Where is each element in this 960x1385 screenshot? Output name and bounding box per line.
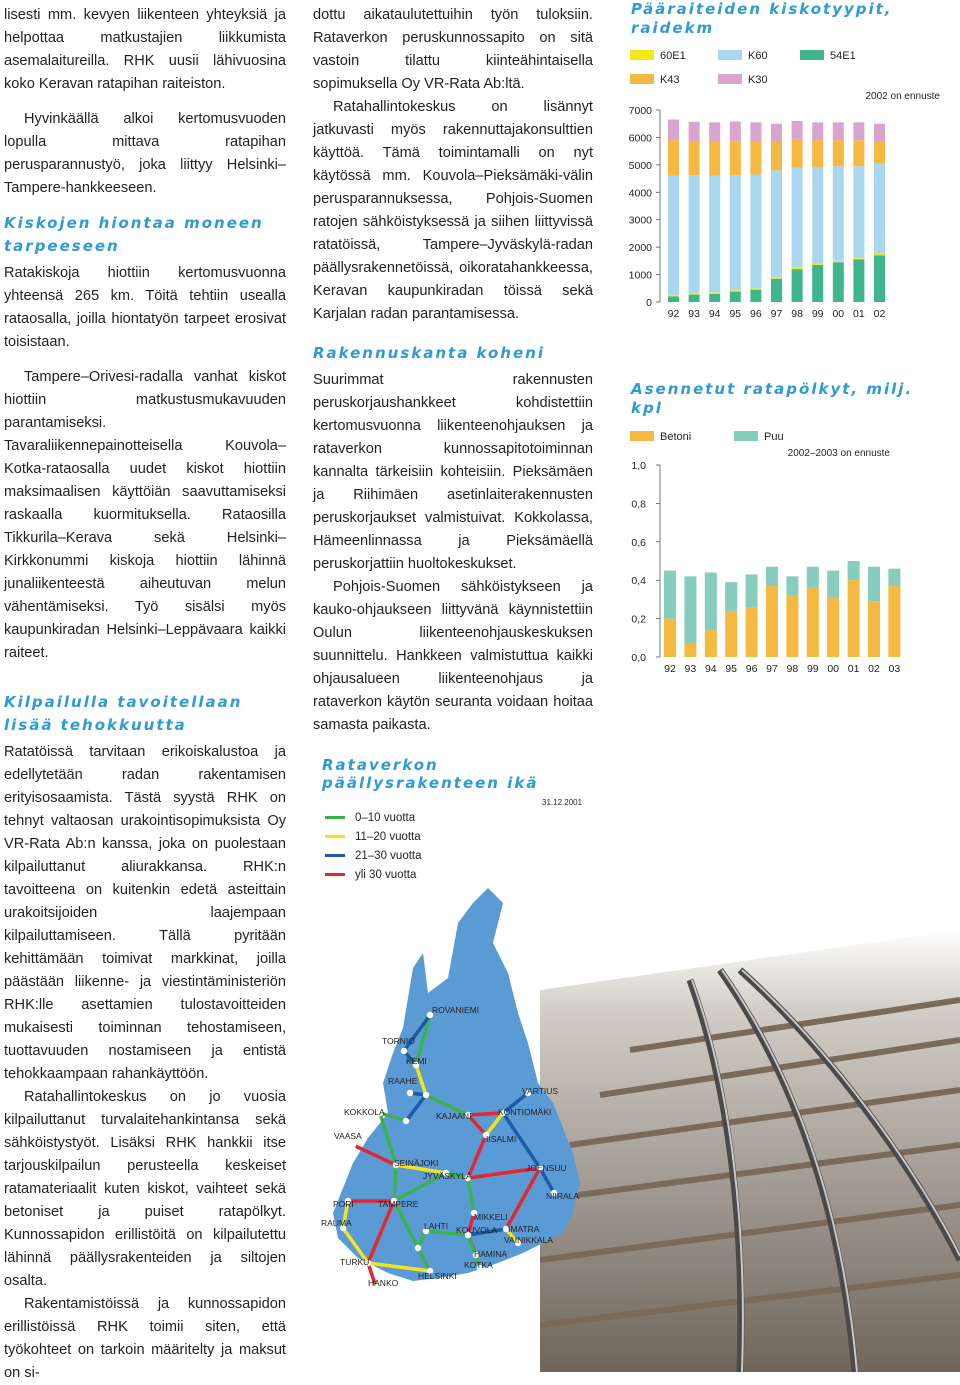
rail-types-chart — [620, 40, 950, 325]
legend-swatch — [630, 50, 654, 60]
bar-segment-k30 — [771, 124, 782, 142]
legend-label: 21–30 vuotta — [355, 849, 422, 862]
bar-segment-k30 — [750, 122, 761, 141]
x-tick-label: 96 — [745, 663, 758, 675]
chart-note: 2002–2003 on ennuste — [787, 448, 890, 459]
x-tick-label: 98 — [791, 308, 803, 320]
bar-segment-60e1 — [750, 288, 761, 289]
paragraph: Ratatöissä tarvitaan erikoiskalustoa ja edellytetään radan rakentamisen erityisosaamista. Tästä syystä RHK on tehnyt valtaosan urakointisopimuksista Oy VR-Rata Ab:n kanssa, joka on puolestaan kilpailuttanut aliurakkansa. RHK:n tavoitteena on kuitenkin edetä asteittain urakoitsijoiden laajempaan kilpailuttamiseen. Tällä pyritään kehittämään toimivat markkinat, joilla päästään liikenne- ja viestintäministeriön RHK:lle asettamien tulostavoitteiden mukaisesti toiminnan tehostamiseen, tuottavuuden nostamiseen ja entistä tehokkaampaan rahankäyttöön. — [4, 744, 286, 1082]
bar-segment-54e1 — [833, 262, 844, 302]
chart-note: 2002 on ennuste — [865, 91, 940, 102]
x-tick-label: 03 — [888, 663, 901, 675]
x-tick-label: 93 — [688, 308, 700, 320]
y-tick-label: 3000 — [628, 214, 652, 227]
chart-title: Pääraiteiden kiskotyypit, raidekm — [631, 0, 893, 37]
bar-segment-k30 — [833, 122, 844, 140]
bar-segment-k43 — [730, 141, 741, 175]
bar-segment-k60 — [689, 175, 700, 293]
bar-segment-betoni — [807, 588, 819, 657]
x-tick-label: 95 — [725, 663, 738, 675]
paragraph: Tampere–Orivesi-radalla vanhat kiskot hiottiin matkustusmukavuuden parantamiseksi. Tavaraliikennepainotteisella Kouvola–Kotka-rataosalla uudet kiskot hiottiin maksimaalisen käyttöiän saavuttamiseksi raskaalla kuormituksella. Rataosilla Tikkurila–Kerava sekä Helsinki–Kirkkonummi kiskoja hiottiin lähinnä junaliikenteestä aiheutuvan melun vähentämiseksi. Työ sisälsi myös kaupunkiradan Helsinki–Leppävaara kaikki raiteet. — [4, 369, 286, 661]
legend-label: Betoni — [660, 431, 692, 443]
bar-segment-54e1 — [668, 297, 679, 302]
bar-segment-k60 — [771, 170, 782, 277]
city-label: HELSINKI — [418, 1271, 457, 1281]
paragraph: Rakentamistöissä ja kunnossapidon erillistöissä RHK toimii siten, että työkohteet on tarkoin määritelty ja maksut on si- — [4, 1296, 286, 1381]
city-label: ROVANIEMI — [432, 1005, 480, 1015]
bar-segment-betoni — [705, 630, 717, 657]
x-tick-label: 92 — [664, 663, 676, 675]
paragraph: Suurimmat rakennusten peruskorjaushankkeet kohdistettiin kertomusvuonna liikenteenohjauksen ja rataverkon kunnossapitotoiminnan kannalta tärkeisiin kohteisiin. Pieksämäen ja Riihimäen asetinlaiterakennusten peruskorjaukset valmistuivat. Kokkolassa, Hämeenlinnassa ja Pieksämäellä peruskorjattiin huoltokeskukset. — [313, 372, 593, 572]
bar-segment-k60 — [833, 166, 844, 261]
bar-segment-puu — [807, 567, 819, 588]
bar-segment-k30 — [689, 122, 700, 141]
legend-label: Puu — [764, 431, 784, 443]
bar-segment-betoni — [766, 586, 778, 657]
bar-segment-k43 — [792, 139, 803, 168]
legend-label: K60 — [748, 50, 768, 62]
x-tick-label: 98 — [786, 663, 799, 675]
legend-line-swatch — [325, 873, 345, 876]
map-date: 31.12.2001 — [542, 798, 583, 807]
legend-row — [325, 808, 422, 827]
city-label: KOUVOLA — [456, 1225, 498, 1235]
bar-segment-betoni — [888, 586, 900, 657]
city-label: JOENSUU — [526, 1163, 567, 1173]
bar-segment-54e1 — [689, 295, 700, 302]
city-label: LAHTI — [424, 1221, 449, 1231]
paragraph: Ratakiskoja hiottiin kertomusvuonna yhteensä 265 km. Töitä tehtiin usealla rataosalla, joilla hiontatyön tarpeet erosivat toisistaan. — [4, 265, 286, 350]
bar-segment-60e1 — [730, 290, 741, 291]
city-label: IISALMI — [486, 1134, 517, 1144]
legend-row — [325, 865, 422, 884]
bar-segment-k30 — [730, 122, 741, 141]
bar-segment-54e1 — [853, 259, 864, 302]
bar-segment-puu — [786, 576, 798, 595]
text-column-middle — [313, 4, 593, 737]
bar-segment-puu — [725, 582, 737, 611]
bar-segment-54e1 — [771, 279, 782, 302]
bar-segment-60e1 — [709, 292, 720, 293]
bar-segment-k60 — [812, 168, 823, 264]
y-tick-label: 0,0 — [631, 652, 646, 664]
paragraph: dottu aikataulutettuihin työn tuloksiin. Rataverkon peruskunnossapito on sitä vastoin tilattu kiinteähintaisella sopimuksella Oy VR-Rata Ab:ltä. — [313, 7, 593, 92]
bar-segment-betoni — [746, 607, 758, 657]
y-tick-label: 4000 — [628, 187, 652, 200]
bar-segment-k60 — [750, 174, 761, 288]
bar-segment-60e1 — [833, 261, 844, 262]
station-node — [350, 1142, 356, 1148]
city-label: VARTIUS — [522, 1086, 559, 1096]
bar-segment-k43 — [833, 140, 844, 166]
finland-landmass — [333, 888, 580, 1281]
legend-label: 60E1 — [660, 50, 686, 62]
bar-segment-k30 — [668, 120, 679, 141]
x-tick-label: 96 — [750, 308, 762, 320]
city-label: JYVÄSKYLÄ — [423, 1171, 472, 1181]
bar-segment-k60 — [730, 175, 741, 290]
y-tick-label: 0,6 — [631, 536, 646, 549]
city-label: TORNIO — [382, 1036, 415, 1046]
y-tick-label: 1000 — [628, 269, 652, 282]
legend-label: K43 — [660, 74, 680, 86]
bar-segment-60e1 — [812, 264, 823, 265]
legend-line-swatch — [325, 854, 345, 857]
legend-row — [325, 846, 422, 865]
x-tick-label: 94 — [708, 308, 721, 320]
paragraph: Ratahallintokeskus on lisännyt jatkuvasti myös rakennuttajakonsulttien käyttöä. Tämä toimintamalli on nyt käytössä mm. Kouvola–Pieksämäki-välin perusparannuksessa, Pohjois-Suomen ratojen sähköistyksessä ja siihen liittyvissä ratatöissä, Tampere–Jyväskylä-radan päällysrakennetöissä, oikoratahankkeessa, Keravan kaupunkiradan töissä sekä Karjalan radan parantamisessa. — [313, 99, 593, 322]
legend-label: K30 — [748, 74, 768, 86]
legend-label: yli 30 vuotta — [355, 868, 417, 881]
bar-segment-k30 — [709, 122, 720, 141]
y-tick-label: 0,8 — [631, 498, 646, 511]
bar-segment-puu — [684, 576, 696, 643]
legend-line-swatch — [325, 835, 345, 838]
bar-segment-60e1 — [792, 268, 803, 269]
bar-segment-puu — [664, 571, 676, 619]
bar-segment-betoni — [664, 619, 676, 657]
city-label: KOTKA — [464, 1260, 493, 1270]
station-node — [403, 1118, 409, 1124]
x-tick-label: 01 — [847, 663, 860, 675]
text-column-left — [4, 4, 286, 1385]
bar-segment-puu — [888, 569, 900, 586]
city-label: RAAHE — [388, 1076, 418, 1086]
finland-rail-map — [318, 883, 618, 1293]
paragraph: Ratahallintokeskus on jo vuosia kilpailuttanut turvalaitehankintansa sekä sähköistystyöt. Lisäksi RHK hankkii itse tarjouskilpailun perusteella keskeiset ratamateriaalit kuten kiskot, vaihteet sekä betoniset ja puiset ratapölkyt. Kunnossapidon erillistöitä on kilpailutettu lähinnä päällysrakenteiden ja siltojen osalta. — [4, 1089, 286, 1289]
bar-segment-k43 — [709, 142, 720, 176]
city-label: TAMPERE — [378, 1199, 419, 1209]
station-node — [423, 1092, 429, 1098]
legend-swatch — [630, 74, 654, 84]
bar-segment-betoni — [868, 601, 880, 657]
bar-segment-betoni — [725, 611, 737, 657]
section-heading: Kiskojen hiontaa moneen tarpeeseen — [4, 214, 264, 255]
y-tick-label: 0,4 — [631, 575, 646, 588]
city-label: VAINIKKALA — [504, 1235, 553, 1245]
bar-segment-k30 — [853, 122, 864, 140]
bar-segment-k30 — [792, 121, 803, 139]
x-tick-label: 93 — [684, 663, 697, 675]
bar-segment-k30 — [812, 122, 823, 140]
bar-segment-54e1 — [792, 269, 803, 302]
section-heading: Rakennuskanta koheni — [313, 344, 545, 362]
map-title: Rataverkon päällysrakenteen ikä — [322, 756, 539, 792]
y-tick-label: 2000 — [628, 242, 652, 255]
paragraph: lisesti mm. kevyen liikenteen yhteyksiä ja helpottaa matkustajien liikkumista asemalaitureilla. RHK uusii lähivuosina koko Keravan ratapihan raiteiston. — [4, 7, 286, 92]
legend-label: 11–20 vuotta — [355, 830, 421, 843]
legend-swatch — [734, 431, 758, 441]
x-tick-label: 02 — [873, 308, 886, 320]
chart-title: Asennetut ratapölkyt, milj. kpl — [631, 380, 914, 417]
x-tick-label: 01 — [853, 308, 865, 320]
sleepers-chart — [620, 425, 950, 680]
x-tick-label: 99 — [806, 663, 819, 675]
bar-segment-54e1 — [750, 290, 761, 302]
section-heading: Kilpailulla tavoitellaan lisää tehokkuutta — [4, 693, 243, 734]
city-label: KONTIOMÄKI — [498, 1107, 552, 1117]
y-tick-label: 1,0 — [631, 460, 646, 472]
y-tick-label: 7000 — [628, 105, 652, 117]
x-tick-label: 92 — [667, 308, 680, 320]
bar-segment-puu — [868, 567, 880, 602]
city-label: VAASA — [334, 1131, 362, 1141]
city-label: SEINÄJOKI — [394, 1158, 439, 1168]
legend-swatch — [630, 431, 654, 441]
x-tick-label: 00 — [827, 663, 840, 675]
bar-segment-k43 — [750, 142, 761, 175]
bar-segment-puu — [746, 574, 758, 607]
bar-segment-betoni — [827, 597, 839, 657]
bar-segment-54e1 — [812, 265, 823, 302]
legend-row — [325, 827, 422, 846]
bar-segment-k43 — [874, 142, 885, 164]
station-node — [415, 1245, 421, 1251]
city-label: KOKKOLA — [344, 1107, 385, 1117]
x-tick-label: 02 — [868, 663, 880, 675]
bar-segment-k30 — [874, 124, 885, 142]
bar-segment-k43 — [812, 140, 823, 167]
paragraph: Hyvinkäällä alkoi kertomusvuoden lopulla mittava ratapihan perusparannustyö, joka liittyy Helsinki–Tampere-hankkeeseen. — [4, 111, 286, 196]
bar-segment-k60 — [853, 166, 864, 258]
bar-segment-54e1 — [709, 294, 720, 302]
x-tick-label: 00 — [832, 308, 845, 320]
station-node — [407, 1090, 413, 1096]
city-label: IMATRA — [508, 1224, 540, 1234]
city-label: NIIRALA — [546, 1191, 580, 1201]
city-label: HANKO — [368, 1278, 399, 1288]
bar-segment-puu — [827, 571, 839, 598]
paragraph: Pohjois-Suomen sähköistykseen ja kauko-ohjaukseen liittyvänä käynnistettiin Oulun liikenteenohjauskeskuksen suunnittelu. Hankkeen valmistuttua kaikki ohjausalueen liikenteenohjaus ja rataverkon käytön seuranta voidaan hoitaa samasta paikasta. — [313, 579, 593, 733]
bar-segment-puu — [848, 561, 860, 580]
x-tick-label: 97 — [766, 663, 778, 675]
bar-segment-k43 — [689, 141, 700, 175]
y-tick-label: 0 — [646, 297, 652, 309]
bar-segment-k43 — [668, 140, 679, 176]
bar-segment-puu — [766, 567, 778, 586]
bar-segment-54e1 — [730, 292, 741, 302]
city-label: KAJAANI — [436, 1111, 472, 1121]
bar-segment-betoni — [786, 596, 798, 657]
bar-segment-k60 — [668, 176, 679, 295]
x-tick-label: 99 — [811, 308, 824, 320]
bar-segment-k60 — [874, 163, 885, 254]
city-label: PORI — [333, 1199, 354, 1209]
y-tick-label: 6000 — [628, 132, 652, 145]
bar-segment-puu — [705, 573, 717, 631]
city-label: HAMINA — [474, 1249, 508, 1259]
bar-segment-k60 — [709, 176, 720, 293]
bar-segment-60e1 — [689, 293, 700, 294]
bar-segment-k43 — [771, 142, 782, 171]
map-legend — [325, 808, 422, 884]
legend-line-swatch — [325, 816, 345, 819]
bar-segment-60e1 — [853, 258, 864, 259]
y-tick-label: 0,2 — [631, 613, 646, 626]
city-label: RAUMA — [321, 1218, 352, 1228]
city-label: TURKU — [340, 1257, 370, 1267]
station-node — [401, 1048, 407, 1054]
legend-label: 0–10 vuotta — [355, 811, 416, 824]
city-label: MIKKELI — [474, 1212, 508, 1222]
legend-swatch — [718, 50, 742, 60]
bar-segment-60e1 — [771, 277, 782, 278]
y-tick-label: 5000 — [628, 159, 652, 172]
legend-swatch — [718, 74, 742, 84]
bar-segment-60e1 — [668, 295, 679, 296]
bar-segment-k43 — [853, 140, 864, 166]
bar-segment-60e1 — [874, 254, 885, 255]
bar-segment-betoni — [684, 644, 696, 657]
x-tick-label: 95 — [729, 308, 742, 320]
bar-segment-k60 — [792, 168, 803, 268]
legend-label: 54E1 — [830, 50, 856, 62]
rail-segment — [394, 1165, 396, 1201]
legend-swatch — [800, 50, 824, 60]
x-tick-label: 94 — [704, 663, 717, 675]
bar-segment-54e1 — [874, 255, 885, 302]
city-label: KEMI — [406, 1056, 427, 1066]
x-tick-label: 97 — [770, 308, 783, 320]
bar-segment-betoni — [848, 580, 860, 657]
